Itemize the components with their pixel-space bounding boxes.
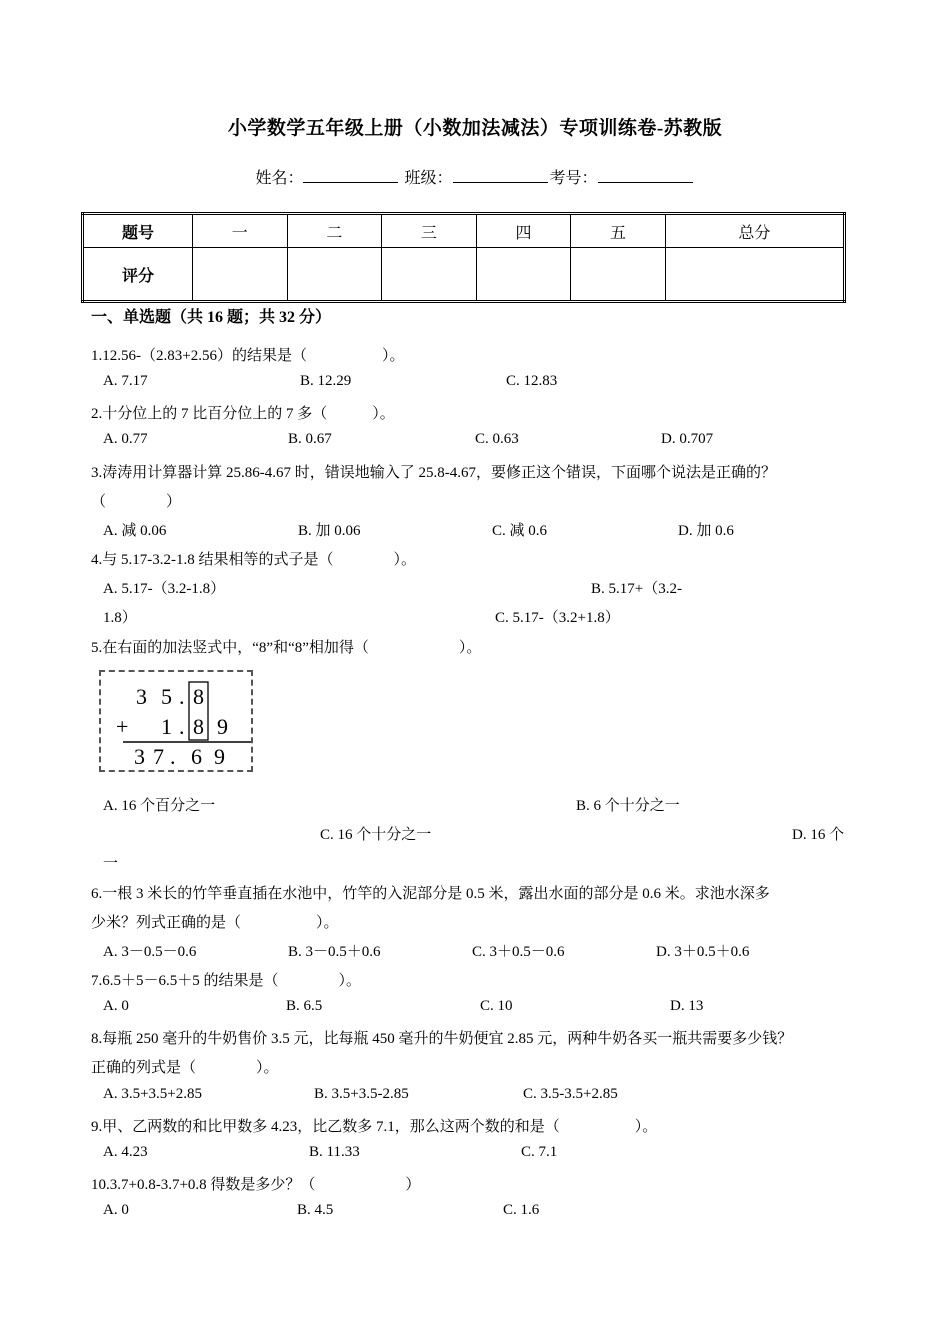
q1-option-b[interactable]: B. 12.29: [300, 373, 352, 389]
fig-r2-d3: 9: [217, 714, 228, 739]
fig-r3-d3: 6: [191, 744, 202, 769]
question-7: 7.6.5＋5－6.5＋5 的结果是（ ）。: [91, 973, 362, 989]
score-col-1: 一: [193, 214, 288, 248]
class-label: 班级：: [404, 170, 453, 187]
fig-r2-dot: .: [179, 714, 185, 739]
number-label: 考号：: [549, 170, 598, 187]
q3-option-c[interactable]: C. 减 0.6: [492, 523, 548, 539]
q7-option-b[interactable]: B. 6.5: [286, 998, 323, 1014]
q5-option-d-cont: 一: [103, 856, 119, 872]
question-4: 4.与 5.17-3.2-1.8 结果相等的式子是（ ）。: [91, 552, 416, 568]
q4-option-b-cont: 1.8）: [103, 610, 137, 626]
vertical-addition-svg: [101, 672, 251, 770]
q4-option-a[interactable]: A. 5.17-（3.2-1.8）: [103, 581, 226, 597]
fig-r2-d2: 8: [193, 714, 204, 739]
score-col-3: 三: [382, 214, 477, 248]
q2-option-a[interactable]: A. 0.77: [103, 431, 148, 447]
q10-option-a[interactable]: A. 0: [103, 1202, 129, 1218]
name-blank[interactable]: [303, 166, 398, 183]
q1-option-a[interactable]: A. 7.17: [103, 373, 148, 389]
grade-cell-3[interactable]: [382, 248, 477, 302]
grade-label: 评分: [83, 248, 193, 302]
q4-option-c[interactable]: C. 5.17-（3.2+1.8）: [495, 610, 620, 626]
score-col-5: 五: [571, 214, 666, 248]
fig-r1-d1: 3: [136, 684, 147, 709]
question-9: 9.甲、乙两数的和比甲数多 4.23，比乙数多 7.1，那么这两个数的和是（ ）。: [91, 1119, 658, 1135]
fig-r1-d2: 5: [161, 684, 172, 709]
fig-r3-d4: 9: [214, 744, 225, 769]
question-6: 6.一根 3 米长的竹竿垂直插在水池中，竹竿的入泥部分是 0.5 米，露出水面的部分是 0.6 米。求池水深多: [91, 886, 770, 902]
fig-r1-dot: .: [179, 684, 185, 709]
page-title: 小学数学五年级上册（小数加法减法）专项训练卷-苏教版: [227, 118, 723, 139]
fig-r3-dot: .: [170, 744, 176, 769]
score-col-2: 二: [287, 214, 382, 248]
class-blank[interactable]: [453, 166, 548, 183]
score-col-4: 四: [476, 214, 571, 248]
q8-option-b[interactable]: B. 3.5+3.5-2.85: [314, 1086, 409, 1102]
score-table-grade-row: [83, 248, 845, 302]
q9-option-a[interactable]: A. 4.23: [103, 1144, 148, 1160]
q7-option-a[interactable]: A. 0: [103, 998, 129, 1014]
q6-option-d[interactable]: D. 3＋0.5＋0.6: [656, 944, 750, 960]
fig-r3-d1: 3: [134, 744, 145, 769]
fig-r3-d2: 7: [153, 744, 164, 769]
q2-option-d[interactable]: D. 0.707: [661, 431, 714, 447]
question-8: 8.每瓶 250 毫升的牛奶售价 3.5 元，比每瓶 450 毫升的牛奶便宜 2.85 元，两种牛奶各买一瓶共需要多少钱？: [91, 1031, 793, 1047]
grade-cell-1[interactable]: [193, 248, 288, 302]
addition-figure: [99, 670, 253, 772]
q3-option-a[interactable]: A. 减 0.06: [103, 523, 167, 539]
question-5: 5.在右面的加法竖式中，“8”和“8”相加得（ ）。: [91, 640, 482, 656]
q2-option-b[interactable]: B. 0.67: [288, 431, 332, 447]
q8-option-a[interactable]: A. 3.5+3.5+2.85: [103, 1086, 203, 1102]
q9-option-b[interactable]: B. 11.33: [309, 1144, 360, 1160]
student-info-line: [0, 165, 950, 188]
question-2: 2.十分位上的 7 比百分位上的 7 多（ ）。: [91, 406, 395, 422]
q2-option-c[interactable]: C. 0.63: [475, 431, 519, 447]
q10-option-c[interactable]: C. 1.6: [503, 1202, 540, 1218]
q3-option-d[interactable]: D. 加 0.6: [678, 523, 734, 539]
q4-option-b[interactable]: B. 5.17+（3.2-: [591, 581, 682, 597]
grade-cell-4[interactable]: [476, 248, 571, 302]
question-10: 10.3.7+0.8-3.7+0.8 得数是多少？（ ）: [91, 1177, 421, 1193]
q3-option-b[interactable]: B. 加 0.06: [298, 523, 361, 539]
question-number-label: 题号: [83, 214, 193, 248]
fig-r1-d3: 8: [193, 684, 204, 709]
q8-option-c[interactable]: C. 3.5-3.5+2.85: [523, 1086, 618, 1102]
q6-option-b[interactable]: B. 3－0.5＋0.6: [288, 944, 381, 960]
grade-cell-2[interactable]: [287, 248, 382, 302]
q6-option-c[interactable]: C. 3＋0.5－0.6: [472, 944, 565, 960]
q6-option-a[interactable]: A. 3－0.5－0.6: [103, 944, 197, 960]
q7-option-d[interactable]: D. 13: [670, 998, 704, 1014]
q10-option-b[interactable]: B. 4.5: [297, 1202, 334, 1218]
score-col-total: 总分: [665, 214, 844, 248]
question-3: 3.涛涛用计算器计算 25.86-4.67 时，错误地输入了 25.8-4.67，要修正这个错误，下面哪个说法是正确的？: [91, 465, 776, 481]
section-heading: 一、单选题（共 16 题；共 32 分）: [91, 309, 332, 326]
name-label: 姓名：: [255, 170, 304, 187]
q5-option-c[interactable]: C. 16 个十分之一: [320, 827, 432, 843]
q5-option-d[interactable]: D. 16 个: [792, 827, 845, 843]
q7-option-c[interactable]: C. 10: [480, 998, 513, 1014]
score-table-header-row: [83, 214, 845, 248]
q5-option-b[interactable]: B. 6 个十分之一: [576, 798, 680, 814]
number-blank[interactable]: [598, 166, 693, 183]
score-table: [81, 212, 846, 303]
q9-option-c[interactable]: C. 7.1: [521, 1144, 558, 1160]
q1-option-c[interactable]: C. 12.83: [506, 373, 558, 389]
question-6-cont: 少米？列式正确的是（ ）。: [91, 915, 339, 931]
fig-r2-plus: +: [116, 714, 129, 739]
question-8-cont: 正确的列式是（ ）。: [91, 1060, 279, 1076]
question-3-cont: （ ）: [91, 494, 182, 510]
grade-cell-5[interactable]: [571, 248, 666, 302]
question-1: 1.12.56-（2.83+2.56）的结果是（ ）。: [91, 348, 405, 364]
grade-cell-total[interactable]: [665, 248, 844, 302]
fig-r2-d1: 1: [161, 714, 172, 739]
q5-option-a[interactable]: A. 16 个百分之一: [103, 798, 216, 814]
